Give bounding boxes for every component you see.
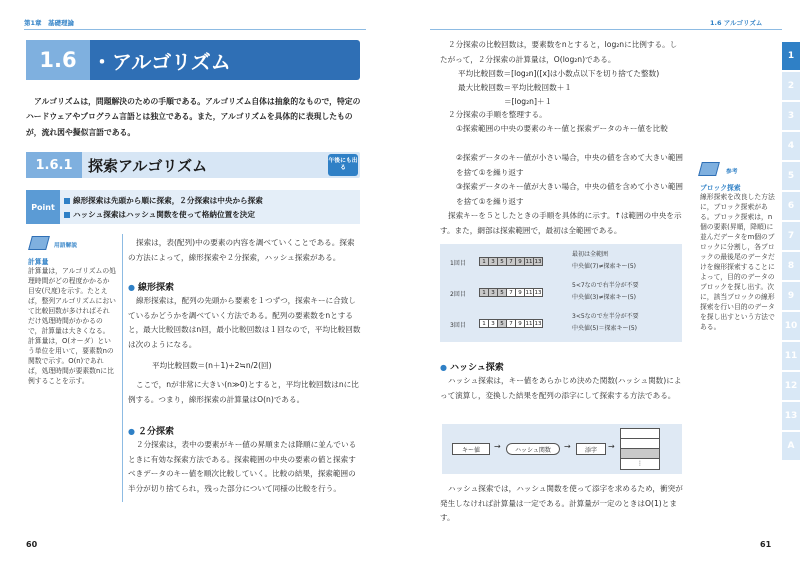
hash-table-ellipsis: ⋮ [637, 460, 643, 467]
arrow-right-icon: → [494, 442, 501, 451]
max-compare-formula-2: ＝[log₂n]＋１ [504, 97, 553, 106]
chapter-tab-4[interactable]: 4 [782, 132, 800, 160]
chapter-tab-13[interactable]: 13 [782, 402, 800, 430]
side-note-term: 計算量 [28, 258, 49, 266]
subsection-number: 1.6.1 [26, 152, 82, 178]
side-note-text: 計算量は，アルゴリズムの処理時間がどの程度かかるか目安(尺度)を示す。たとえば，整列アルゴリズムにおいて比較回数が多ければそれだけ処理時間がかかるので，計算量は大きくなる。計算量は，O(オーダ）という単位を用いて，要素数nの関数で示す。O(n)であれば，処理時間が要素数nに比例することを示す。 [28, 267, 116, 385]
ref-note-tag: 参考 [726, 169, 738, 175]
linear-formula: 平均比較回数＝(n＋1)÷2≒n/2(回) [152, 361, 272, 370]
max-compare-formula: 最大比較回数＝平均比較回数＋１ [458, 83, 572, 92]
point-tag: Point [26, 190, 60, 224]
hash-table-row [621, 439, 659, 449]
chapter-tab-10[interactable]: 10 [782, 312, 800, 340]
chapter-tab-5[interactable]: 5 [782, 162, 800, 190]
chapter-tab-7[interactable]: 7 [782, 222, 800, 250]
step-note: 最初は全範囲 [572, 251, 609, 258]
array-cell: 11 [525, 289, 533, 296]
key-box: キー値 [452, 443, 490, 455]
array-cell: 9 [515, 319, 525, 328]
search-intro-paragraph: 探索は，表(配列)中の要素の内容を調べていくことである。探索の方法によって，線形探索や２分探索，ハッシュ探索がある。 [128, 238, 355, 262]
linear-search-paragraph: 線形探索は，配列の先頭から要素を１つずつ，探索キーに合致しているかどうかを調べていく方法である。配列の要素数をnとすると，最大比較回数はn回，最小比較回数は１回なので，平均比較回数は次のようになる。 [128, 296, 361, 349]
chapter-tab-12[interactable]: 12 [782, 372, 800, 400]
array-cell: 13 [534, 258, 542, 265]
step-note: 中央値(7)≠探索キー(5) [572, 263, 637, 270]
array-cell: 1 [479, 288, 489, 297]
ref-note-text: 線形探索を改良した方法に，ブロック探索がある。ブロック探索は，n個の要素(昇順，降順)に並んだデータをm個のブロックに分割し，各ブロックの最後尾のデータだけを線形探索することによって，目的のデータのブロックを探し出す。次に，該当ブロックの線形探索を行い目的のデータを探し出すという方法である。 [700, 193, 775, 331]
hash-search-heading: ● ハッシュ探索 [440, 360, 504, 373]
binary-complexity-paragraph: ２分探索の比較回数は，要素数をnとすると，log₂nに比例する。したがって，２分探索の計算量は，O(log₂n)である。 [440, 40, 678, 64]
chapter-tab-11[interactable]: 11 [782, 342, 800, 370]
array-cell: 9 [515, 257, 525, 266]
page-number-right: 61 [760, 540, 772, 549]
procedure-intro: ２分探索の手順を整理する。 [448, 110, 547, 119]
chapter-tab-8[interactable]: 8 [782, 252, 800, 280]
binary-search-heading: ● ２分探索 [128, 424, 174, 437]
step-note: 3<5なので左半分が不要 [572, 313, 639, 320]
hash-complexity-paragraph: ハッシュ探索では，ハッシュ関数を使って添字を求めるため，衝突が発生しなければ計算量は一定である。計算量が一定のときはO(1)とます。 [440, 484, 683, 523]
array-cell: 1 [479, 257, 489, 266]
step-note: 5<7なので右半分が不要 [572, 282, 639, 289]
hash-table-row [621, 449, 659, 459]
section-number: 1.6 [26, 40, 90, 80]
section-header: 1.6 アルゴリズム [710, 19, 763, 27]
exam-badge: 午後にも出る [328, 154, 358, 176]
step-label: 3回目 [450, 322, 466, 329]
array-cell: 3 [488, 288, 498, 297]
array-row-3 [480, 319, 543, 328]
array-row-2 [480, 288, 543, 297]
page-number-left: 60 [26, 540, 38, 549]
binary-search-paragraph: ２分探索は，表中の要素がキー値の昇順または降順に並んでいるときに有効な探索方法である。探索範囲の中央の要素の値と探索すべきデータのキー値を順次比較していく。比較の結果，探索範囲の半分が切り捨てられ，残った部分について同様の比較を行う。 [128, 440, 357, 493]
arrow-right-icon: → [608, 442, 615, 451]
array-cell: 1 [479, 319, 489, 328]
section-title: ・アルゴリズム [92, 49, 231, 74]
example-intro: 探索キーを５としたときの手順を具体的に示す。↑は範囲の中央を示す。また，網部は探索範囲で，最初は全範囲である。 [440, 211, 682, 235]
hash-table [620, 428, 660, 470]
procedure-step-2: ②探索データのキー値が小さい場合，中央の値を含めて大きい範囲を捨て①を繰り返す [456, 153, 684, 177]
array-cell: 11 [525, 258, 533, 265]
array-cell: 7 [506, 257, 516, 266]
linear-search-heading: ● 線形探索 [128, 280, 174, 293]
array-row-1 [480, 257, 543, 266]
array-cell: 13 [534, 289, 542, 296]
hash-figure [442, 424, 682, 474]
point-line: 線形探索は先頭から順に探索，２分探索は中央から探索 [64, 195, 263, 206]
step-note: 中央値(5)＝探索キー(5) [572, 325, 637, 332]
side-note-tag: 用語解説 [54, 243, 78, 249]
subsection-title: 探索アルゴリズム [88, 156, 208, 175]
book-icon [28, 236, 50, 250]
ref-note-term: ブロック探索 [700, 184, 741, 192]
step-label: 2回目 [450, 291, 466, 298]
array-cell: 5 [497, 257, 507, 266]
chapter-tab-a[interactable]: A [782, 432, 800, 460]
array-cell: 3 [488, 319, 498, 328]
array-cell: 7 [506, 288, 516, 297]
chapter-header: 第1章 基礎理論 [24, 19, 75, 27]
array-cell: 11 [525, 320, 533, 327]
chapter-tab-9[interactable]: 9 [782, 282, 800, 310]
side-note-rule [122, 234, 123, 502]
arrow-right-icon: → [564, 442, 571, 451]
avg-compare-formula: 平均比較回数＝[log₂n]([x]は小数点以下を切り捨てた整数) [458, 69, 660, 78]
hash-function-box: ハッシュ関数 [506, 443, 560, 455]
array-cell: 13 [534, 320, 542, 327]
step-label: 1回目 [450, 260, 466, 267]
array-cell: 7 [506, 319, 516, 328]
point-line: ハッシュ探索はハッシュ関数を使って格納位置を決定 [64, 209, 255, 220]
header-rule-right [430, 29, 782, 30]
bullet-square-icon [64, 198, 70, 204]
index-box: 添字 [576, 443, 606, 455]
chapter-tab-6[interactable]: 6 [782, 192, 800, 220]
bullet-square-icon [64, 212, 70, 218]
hash-search-paragraph: ハッシュ探索は，キー値をあらかじめ決めた関数(ハッシュ関数)によって演算し，変換した結果を配列の添字にして探索する方法である。 [440, 376, 682, 400]
procedure-step-1: ①探索範囲の中央の要素のキー値と探索データのキー値を比較 [456, 124, 668, 133]
step-note: 中央値(3)≠探索キー(5) [572, 294, 637, 301]
array-cell: 3 [488, 257, 498, 266]
section-intro: アルゴリズムは，問題解決のための手順である。アルゴリズム自体は抽象的なもので，特定のハードウェアやプログラム言語とは独立である。また，アルゴリズムを具体的に表現したものが，流れ図や擬似言語である。 [26, 97, 361, 137]
hash-table-row [621, 429, 659, 439]
header-rule-left [24, 29, 366, 30]
chapter-tab-3[interactable]: 3 [782, 102, 800, 130]
linear-complexity-paragraph: ここで，nが非常に大きい(n≫0)とすると，平均比較回数はnに比例する。つまり，線形探索の計算量はO(n)である。 [128, 380, 359, 404]
procedure-step-3: ③探索データのキー値が大きい場合，中央の値を含めて小さい範囲を捨て①を繰り返す [456, 182, 684, 206]
binary-search-figure [440, 244, 682, 342]
array-cell: 5 [497, 319, 507, 328]
book-icon [698, 162, 720, 176]
chapter-tab-2[interactable]: 2 [782, 72, 800, 100]
chapter-tab-1[interactable]: 1 [782, 42, 800, 70]
array-cell: 9 [515, 288, 525, 297]
array-cell: 5 [497, 288, 507, 297]
